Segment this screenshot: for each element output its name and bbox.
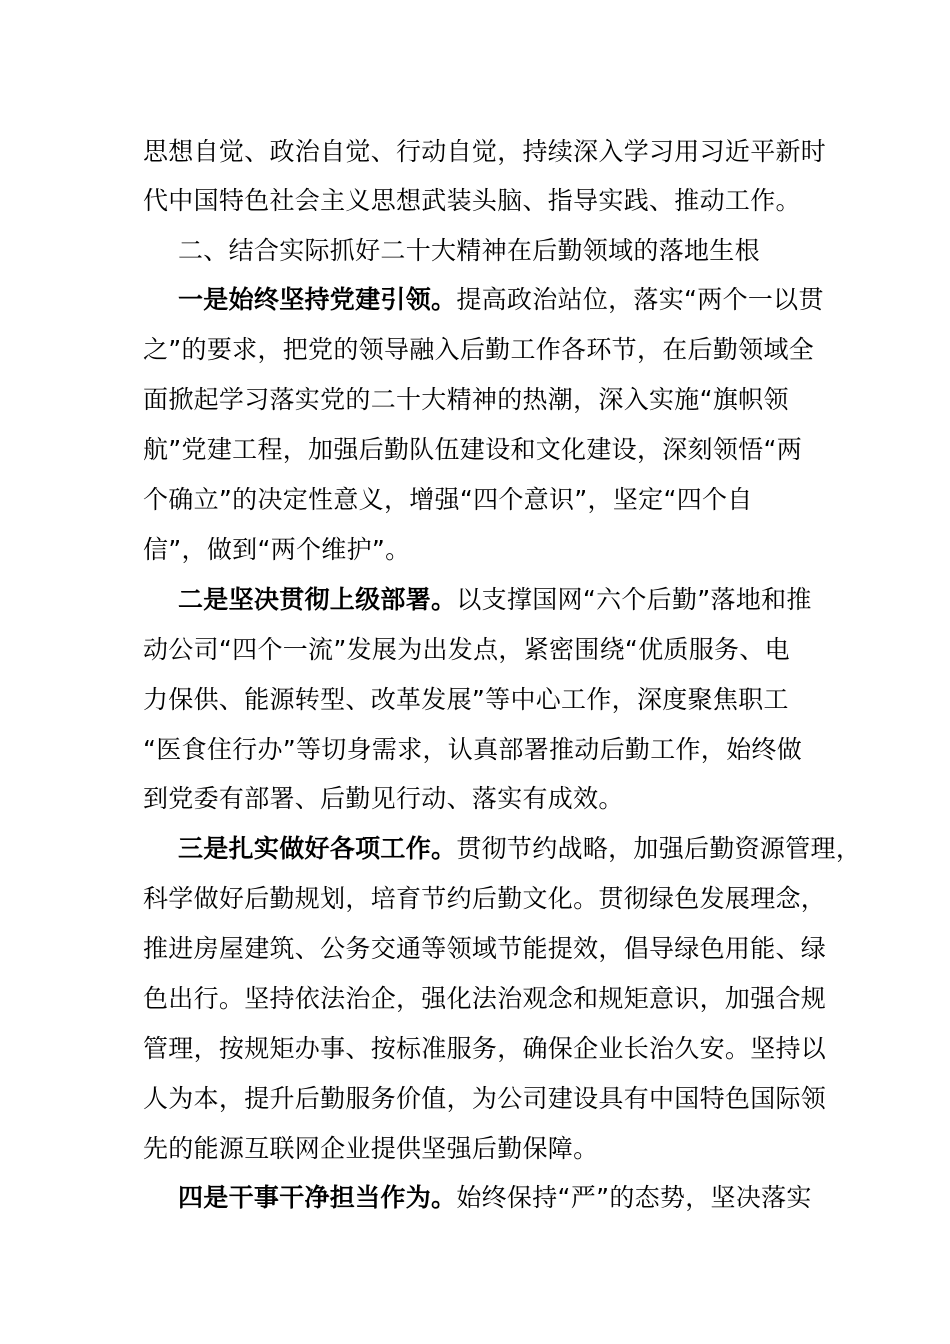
paragraph-line (178, 1182, 812, 1214)
text-line: 力保供、能源转型、改革发展”等中心工作，深度聚焦职工 (143, 685, 789, 714)
paragraph-text: 提高政治站位，落实“两个一以贯 (456, 285, 824, 314)
text-line: 推进房屋建筑、公务交通等领域节能提效，倡导绿色用能、绿 (143, 934, 827, 963)
text-line: 航”党建工程，加强后勤队伍建设和文化建设，深刻领悟“两 (143, 435, 803, 464)
paragraph-line (178, 284, 824, 316)
text-line: 管理，按规矩办事、按标准服务，确保企业长治久安。坚持以 (143, 1034, 827, 1063)
paragraph-lead: 三是扎实做好各项工作。 (178, 834, 457, 863)
text-line: 科学做好后勤规划，培育节约后勤文化。贯彻绿色发展理念， (143, 884, 827, 913)
text-line: 到党委有部署、后勤见行动、落实有成效。 (143, 784, 624, 813)
text-line: 面掀起学习落实党的二十大精神的热潮，深入实施“旗帜领 (143, 385, 789, 414)
section-heading: 二、结合实际抓好二十大精神在后勤领域的落地生根 (178, 236, 760, 265)
text-line: 信”，做到“两个维护”。 (143, 535, 411, 564)
text-line: 色出行。坚持依法治企，强化法治观念和规矩意识，加强合规 (143, 984, 827, 1013)
paragraph-text: 以支撑国网“六个后勤”落地和推 (456, 585, 812, 614)
paragraph-line (178, 584, 812, 616)
text-line: 个确立”的决定性意义，增强“四个意识”，坚定“四个自 (143, 485, 753, 514)
paragraph-line (178, 833, 861, 865)
text-line: 代中国特色社会主义思想武装头脑、指导实践、推动工作。 (143, 186, 801, 215)
paragraph-lead: 一是始终坚持党建引领。 (178, 285, 457, 314)
text-line: 先的能源互联网企业提供坚强后勤保障。 (143, 1134, 599, 1163)
paragraph-lead: 四是干事干净担当作为。 (178, 1183, 457, 1212)
paragraph-lead: 二是坚决贯彻上级部署。 (178, 585, 457, 614)
text-line: “医食住行办”等切身需求，认真部署推动后勤工作，始终做 (143, 735, 803, 764)
text-line: 人为本，提升后勤服务价值，为公司建设具有中国特色国际领 (143, 1084, 827, 1113)
text-line: 之”的要求，把党的领导融入后勤工作各环节，在后勤领域全 (143, 335, 815, 364)
text-line: 思想自觉、政治自觉、行动自觉，持续深入学习用习近平新时 (143, 137, 827, 166)
paragraph-text: 始终保持“严”的态势，坚决落实 (456, 1183, 812, 1212)
paragraph-text: 贯彻节约战略，加强后勤资源管理， (456, 834, 862, 863)
text-line: 动公司“四个一流”发展为出发点，紧密围绕“优质服务、电 (143, 635, 790, 664)
